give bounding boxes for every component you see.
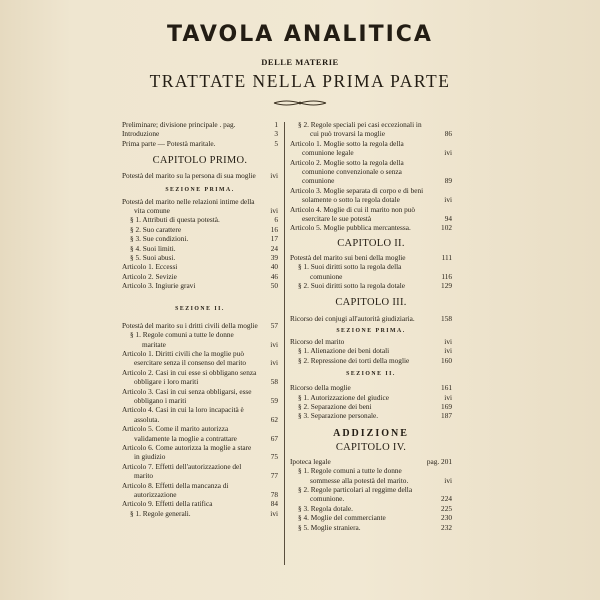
toc-entry-title: Articolo 3. Moglie separata di corpo e di beni solamente o sotto la regola dotale <box>290 185 424 205</box>
toc-entry-page: ivi <box>444 148 452 158</box>
toc-entry <box>290 281 452 290</box>
toc-entry <box>122 405 278 424</box>
toc-entry-page: 39 <box>270 253 278 263</box>
toc-entry <box>290 466 452 485</box>
page-subtitle: DELLE MATERIE <box>261 57 339 67</box>
toc-entry-page: 1 <box>274 120 278 129</box>
toc-entry <box>290 393 452 402</box>
toc-entry-title: § 1. Regole generali. <box>130 508 191 518</box>
toc-entry-title: Potestà del marito sui beni della moglie <box>290 252 406 262</box>
toc-entry-page: 62 <box>270 414 278 424</box>
toc-entry <box>122 120 278 129</box>
toc-entry <box>122 171 278 180</box>
toc-entry <box>290 253 452 262</box>
toc-entry-title: Articolo 2. Moglie sotto la regola della comunione convenzionale o senza comunione <box>290 157 404 186</box>
toc-entry <box>122 253 278 262</box>
toc-entry <box>290 457 452 466</box>
toc-entry-page: 161 <box>441 383 452 393</box>
toc-entry <box>290 504 452 513</box>
toc-entry-page: 24 <box>270 243 278 253</box>
toc-entry-page: 84 <box>270 499 278 509</box>
toc-entry-title: § 2. Regole particolari al reggime della comunione. <box>298 484 413 504</box>
toc-entry-page: 116 <box>441 271 452 281</box>
toc-entry-title: Articolo 1. Eccessi <box>122 262 178 272</box>
toc-entry-title: Articolo 6. Come autorizza la moglie a stare in giudizio <box>122 442 252 462</box>
toc-entry-title: Articolo 1. Moglie sotto la regola della comunione legale <box>290 138 404 158</box>
toc-entry <box>122 330 278 349</box>
chapter-heading: CAPITOLO PRIMO. <box>152 155 248 167</box>
toc-entry-page: 169 <box>441 401 452 411</box>
toc-entry-title: Articolo 8. Effetti della mancanza di autorizzazione <box>122 480 229 499</box>
toc-entry-page: 59 <box>270 395 278 405</box>
toc-entry <box>122 321 278 330</box>
toc-entry-title: Articolo 7. Effetti dell'autorizzazione del marito <box>122 461 242 481</box>
toc-entry-page: 5 <box>274 138 278 148</box>
toc-entry <box>122 424 278 443</box>
toc-entry <box>290 139 452 158</box>
toc-entry-page: 129 <box>441 281 452 291</box>
toc-entry-title: § 2. Suoi diritti sotto la regola dotale <box>298 281 406 291</box>
toc-entry-page: ivi <box>270 171 278 181</box>
toc-entry-title: § 2. Repressione dei torti della moglie <box>298 355 410 365</box>
toc-entry-page: 16 <box>270 224 278 234</box>
toc-entry-page: 57 <box>270 320 278 330</box>
toc-entry-title: § 3. Regola dotale. <box>298 503 353 513</box>
toc-entry-title: § 1. Regole comuni a tutte le donne sommesse alla potestà del marito. <box>298 466 409 485</box>
toc-entry <box>122 197 278 216</box>
toc-entry-page: ivi <box>270 339 278 349</box>
toc-left-column <box>122 120 278 518</box>
toc-entry <box>122 129 278 138</box>
toc-entry-page: ivi <box>444 336 452 346</box>
toc-entry-page: 58 <box>270 377 278 387</box>
toc-entry <box>122 443 278 462</box>
toc-entry-title: § 4. Suoi limiti. <box>130 243 176 253</box>
toc-entry <box>290 186 452 205</box>
toc-entry-page: ivi <box>444 392 452 402</box>
toc-entry-title: Ricorso della moglie <box>290 383 351 393</box>
toc-entry <box>290 513 452 522</box>
toc-entry-page: 78 <box>270 490 278 499</box>
chapter-heading: CAPITOLO II. <box>337 237 405 249</box>
toc-entry <box>122 499 278 508</box>
column-divider <box>284 122 285 565</box>
toc-entry-page: 111 <box>441 252 452 262</box>
chapter-heading: CAPITOLO III. <box>335 296 407 308</box>
toc-entry-page: 160 <box>441 355 452 365</box>
toc-entry-page: 40 <box>270 262 278 272</box>
toc-entry-title: Preliminare; divisione principale . pag. <box>122 120 236 129</box>
page-title: TAVOLA ANALITICA <box>167 22 433 47</box>
section-heading: SEZIONE PRIMA. <box>165 186 235 193</box>
ornament-divider <box>272 99 328 107</box>
toc-entry <box>290 523 452 532</box>
toc-entry-page: 6 <box>274 215 278 225</box>
toc-entry-page: 94 <box>444 214 452 224</box>
toc-entry <box>290 411 452 420</box>
toc-entry-title: Articolo 5. Moglie pubblica mercantessa. <box>290 223 411 233</box>
toc-entry <box>122 139 278 148</box>
toc-entry-title: § 5. Moglie straniera. <box>298 522 361 532</box>
toc-entry-page: 102 <box>441 223 452 233</box>
toc-right-column <box>290 120 452 532</box>
toc-entry-title: Articolo 9. Effetti della ratifica <box>122 499 213 509</box>
toc-entry-page: 50 <box>270 281 278 291</box>
toc-entry <box>290 314 452 323</box>
toc-entry-title: § 4. Moglie del commerciante <box>298 513 386 523</box>
toc-entry <box>122 234 278 243</box>
toc-entry-title: Articolo 2. Sevizie <box>122 271 177 281</box>
toc-entry-page: 86 <box>444 129 452 139</box>
toc-entry <box>122 281 278 290</box>
toc-entry-page: 187 <box>441 411 452 421</box>
toc-entry-page: ivi <box>270 508 278 518</box>
toc-entry-title: Ipoteca legale <box>290 456 331 466</box>
chapter-heading: CAPITOLO IV. <box>335 441 407 453</box>
toc-entry <box>290 158 452 186</box>
section-heading: SEZIONE II. <box>346 371 396 378</box>
toc-entry <box>122 387 278 406</box>
toc-entry-title: § 2. Suo carattere <box>130 224 182 234</box>
toc-entry-title: § 2. Separazione dei beni <box>298 401 372 411</box>
toc-entry-title: § 5. Suoi abusi. <box>130 253 176 263</box>
toc-entry-page: ivi <box>270 358 278 368</box>
toc-entry-title: Prima parte — Potestà maritale. <box>122 138 216 148</box>
toc-entry-page: ivi <box>444 346 452 356</box>
toc-entry-page: 224 <box>441 494 452 504</box>
toc-entry <box>122 272 278 281</box>
toc-entry <box>122 244 278 253</box>
addition-heading: ADDIZIONE <box>333 427 409 439</box>
toc-entry-page: ivi <box>444 475 452 485</box>
toc-entry-title: § 1. Autorizzazione del giudice <box>298 392 389 402</box>
toc-entry-page: 77 <box>270 471 278 481</box>
toc-entry-page: 232 <box>441 522 452 532</box>
toc-entry-title: Potestà del marito su la persona di sua moglie <box>122 171 256 181</box>
toc-entry-page: pag. 201 <box>426 456 452 466</box>
toc-entry <box>122 349 278 368</box>
toc-entry <box>122 462 278 481</box>
toc-entry-page: 230 <box>441 513 452 523</box>
toc-entry <box>122 225 278 234</box>
toc-entry-page: 3 <box>274 129 278 139</box>
toc-entry <box>122 509 278 518</box>
section-heading: SEZIONE PRIMA. <box>336 327 406 334</box>
toc-entry <box>290 383 452 392</box>
toc-entry <box>290 356 452 365</box>
section-heading: SEZIONE II. <box>175 305 225 312</box>
toc-entry-title: Introduzione <box>122 129 160 139</box>
toc-entry-title: § 1. Alienazione dei beni dotali <box>298 346 390 356</box>
toc-entry-page: 89 <box>444 176 452 186</box>
toc-entry-title: § 1. Attributi di questa potestà. <box>130 215 220 225</box>
toc-entry <box>122 262 278 271</box>
toc-entry-title: Potestà del marito su i dritti civili della moglie <box>122 320 258 330</box>
toc-entry-title: Articolo 5. Come il marito autorizza validamente la moglie a contrattare <box>122 424 237 443</box>
toc-entry <box>290 262 452 281</box>
toc-entry <box>290 485 452 504</box>
toc-entry <box>290 346 452 355</box>
toc-entry-page: 17 <box>270 234 278 244</box>
toc-entry-title: Ricorso del marito <box>290 336 345 346</box>
toc-entry-title: Articolo 2. Casi in cui esse si obbligano senza obbligare i loro mariti <box>122 367 257 387</box>
toc-entry <box>290 402 452 411</box>
toc-entry-title: § 1. Regole comuni a tutte le donne maritate <box>130 330 234 349</box>
toc-entry-title: Articolo 3. Casi in cui senza obbligarsi, esse obbligano i mariti <box>122 386 252 405</box>
toc-entry-page: ivi <box>270 206 278 216</box>
toc-entry-page: 46 <box>270 271 278 281</box>
toc-entry <box>290 223 452 232</box>
toc-entry-title: § 1. Suoi diritti sotto la regola della comunione <box>298 262 402 281</box>
page-subtitle-part: TRATTATE NELLA PRIMA PARTE <box>149 71 451 91</box>
toc-entry-page: ivi <box>444 195 452 205</box>
toc-entry-title: Articolo 3. Ingiurie gravi <box>122 281 196 291</box>
toc-entry-title: § 3. Sue condizioni. <box>130 234 189 244</box>
toc-entry <box>122 481 278 500</box>
toc-entry-title: § 3. Separazione personale. <box>298 411 379 421</box>
toc-entry <box>290 205 452 224</box>
toc-entry-page: 225 <box>441 503 452 513</box>
toc-entry-page: 67 <box>270 433 278 443</box>
toc-entry-title: Articolo 4. Casi in cui la loro incapacità è assoluta. <box>122 405 244 424</box>
toc-entry <box>122 215 278 224</box>
toc-entry-title: Ricorso dei conjugi all'autorità giudiziaria. <box>290 313 415 323</box>
toc-entry <box>122 368 278 387</box>
toc-entry-page: 75 <box>270 452 278 462</box>
toc-entry-title: Potestà del marito nelle relazioni intime della vita comune <box>122 196 255 216</box>
toc-entry-title: Articolo 4. Moglie di cui il marito non può esercitare le sue potestà <box>290 204 416 224</box>
toc-entry <box>290 337 452 346</box>
toc-entry-title: Articolo 1. Diritti civili che la moglie può esercitare senza il consenso del marito <box>122 348 247 368</box>
toc-entry <box>290 120 452 139</box>
toc-entry-title: § 2. Regole speciali pei casi eccezionali in cui può trovarsi la moglie <box>298 120 422 139</box>
toc-entry-page: 158 <box>441 313 452 323</box>
